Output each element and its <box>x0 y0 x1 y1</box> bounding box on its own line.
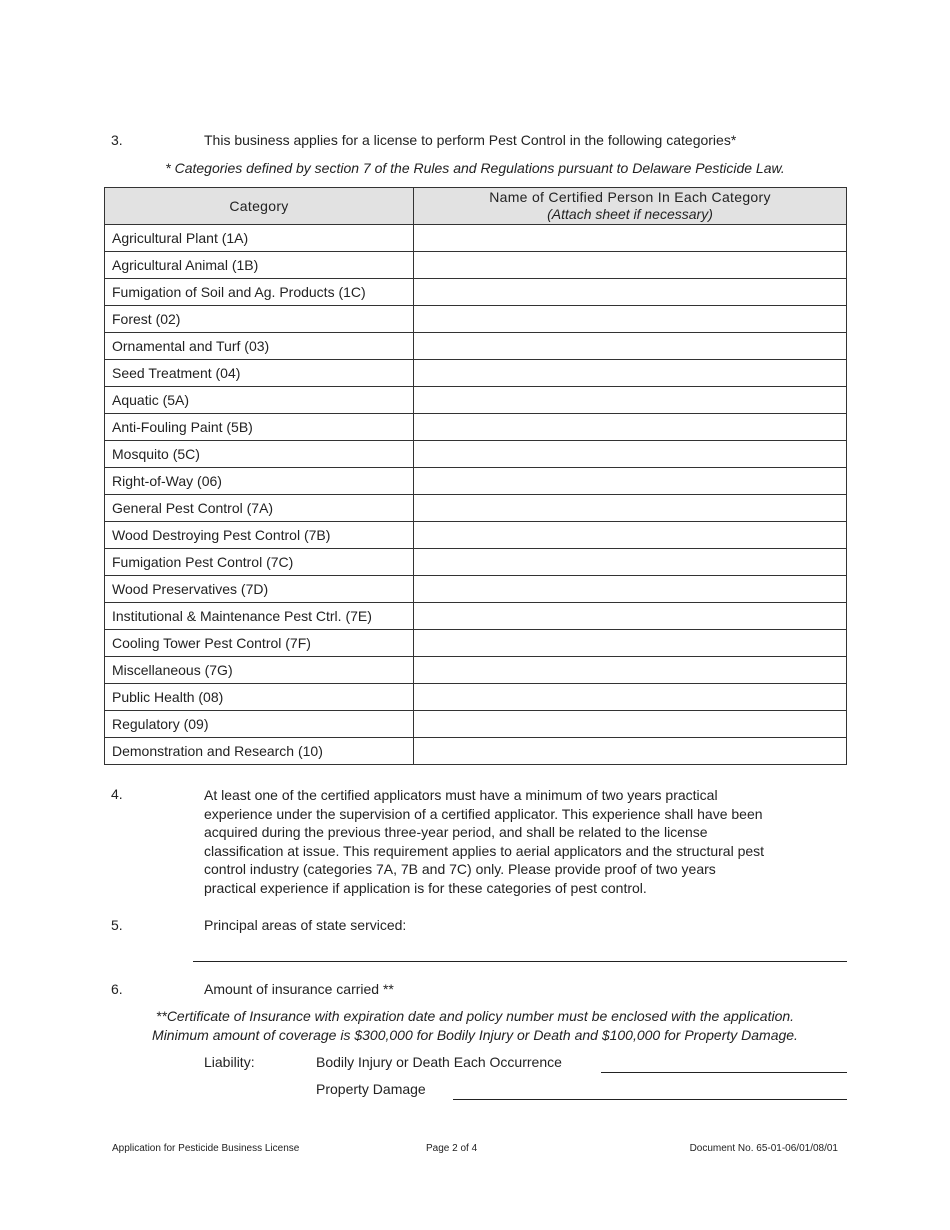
footer-title: Application for Pesticide Business License <box>112 1143 300 1154</box>
certified-person-cell[interactable] <box>414 603 847 630</box>
section-6-label: Amount of insurance carried ** <box>204 981 394 997</box>
table-row <box>105 387 847 414</box>
principal-areas-field[interactable] <box>193 961 847 962</box>
table-row <box>105 360 847 387</box>
table-row <box>105 333 847 360</box>
certified-person-cell[interactable] <box>414 441 847 468</box>
bodily-injury-label: Bodily Injury or Death Each Occurrence <box>316 1054 562 1070</box>
liability-label: Liability: <box>204 1054 255 1070</box>
category-cell: Public Health (08) <box>105 684 414 711</box>
category-cell: Demonstration and Research (10) <box>105 738 414 765</box>
category-cell: Anti-Fouling Paint (5B) <box>105 414 414 441</box>
certified-person-cell[interactable] <box>414 225 847 252</box>
certified-person-cell[interactable] <box>414 549 847 576</box>
table-row <box>105 522 847 549</box>
certified-person-cell[interactable] <box>414 630 847 657</box>
category-cell: Mosquito (5C) <box>105 441 414 468</box>
table-row <box>105 225 847 252</box>
table-row <box>105 279 847 306</box>
category-cell: General Pest Control (7A) <box>105 495 414 522</box>
section-6-number: 6. <box>111 981 123 997</box>
category-cell: Cooling Tower Pest Control (7F) <box>105 630 414 657</box>
category-cell: Agricultural Plant (1A) <box>105 225 414 252</box>
certified-person-cell[interactable] <box>414 360 847 387</box>
category-cell: Fumigation of Soil and Ag. Products (1C) <box>105 279 414 306</box>
table-row <box>105 549 847 576</box>
table-row <box>105 657 847 684</box>
table-row <box>105 603 847 630</box>
insurance-note-1: **Certificate of Insurance with expiration date and policy number must be enclosed with the application. <box>155 1008 795 1024</box>
category-cell: Wood Destroying Pest Control (7B) <box>105 522 414 549</box>
footer-document-number: Document No. 65-01-06/01/08/01 <box>689 1143 838 1154</box>
paragraph-line: At least one of the certified applicators must have a minimum of two years practical <box>204 787 718 803</box>
header-category: Category <box>105 188 414 225</box>
category-cell: Seed Treatment (04) <box>105 360 414 387</box>
section-3-text: This business applies for a license to perform Pest Control in the following categories* <box>204 132 737 148</box>
category-cell: Fumigation Pest Control (7C) <box>105 549 414 576</box>
certified-person-cell[interactable] <box>414 279 847 306</box>
table-row <box>105 306 847 333</box>
category-cell: Wood Preservatives (7D) <box>105 576 414 603</box>
certified-person-cell[interactable] <box>414 414 847 441</box>
header-name-sublabel: (Attach sheet if necessary) <box>547 206 713 222</box>
table-row <box>105 630 847 657</box>
header-name-label: Name of Certified Person In Each Category <box>489 189 771 205</box>
certified-person-cell[interactable] <box>414 468 847 495</box>
section-4-paragraph <box>204 786 764 898</box>
table-row <box>105 441 847 468</box>
section-4-number: 4. <box>111 786 123 802</box>
section-3-note: * Categories defined by section 7 of the Rules and Regulations pursuant to Delaware Pesticide Law. <box>165 160 785 176</box>
bodily-injury-field[interactable] <box>601 1072 847 1073</box>
certified-person-cell[interactable] <box>414 738 847 765</box>
certified-person-cell[interactable] <box>414 576 847 603</box>
category-cell: Ornamental and Turf (03) <box>105 333 414 360</box>
property-damage-label: Property Damage <box>316 1081 426 1097</box>
insurance-note-2: Minimum amount of coverage is $300,000 for Bodily Injury or Death and $100,000 for Property Damage. <box>152 1027 798 1043</box>
certified-person-cell[interactable] <box>414 657 847 684</box>
category-cell: Institutional & Maintenance Pest Ctrl. (7E) <box>105 603 414 630</box>
category-cell: Forest (02) <box>105 306 414 333</box>
paragraph-line: experience under the supervision of a certified applicator. This experience shall have been <box>204 805 763 822</box>
table-row <box>105 576 847 603</box>
table-row <box>105 468 847 495</box>
certified-person-cell[interactable] <box>414 711 847 738</box>
certified-person-cell[interactable] <box>414 495 847 522</box>
categories-table <box>104 187 847 765</box>
certified-person-cell[interactable] <box>414 333 847 360</box>
category-cell: Aquatic (5A) <box>105 387 414 414</box>
header-certified-person <box>414 188 847 225</box>
category-cell: Agricultural Animal (1B) <box>105 252 414 279</box>
table-row <box>105 252 847 279</box>
section-3-number: 3. <box>111 132 123 148</box>
category-cell: Right-of-Way (06) <box>105 468 414 495</box>
paragraph-line: classification at issue. This requirement applies to aerial applicators and the structural pest <box>204 842 765 859</box>
table-header-row <box>105 188 847 225</box>
certified-person-cell[interactable] <box>414 252 847 279</box>
certified-person-cell[interactable] <box>414 684 847 711</box>
certified-person-cell[interactable] <box>414 387 847 414</box>
certified-person-cell[interactable] <box>414 306 847 333</box>
table-row <box>105 711 847 738</box>
paragraph-line: control industry (categories 7A, 7B and 7C) only. Please provide proof of two years <box>204 861 716 878</box>
category-cell: Miscellaneous (7G) <box>105 657 414 684</box>
footer-page-number: Page 2 of 4 <box>426 1143 478 1154</box>
category-cell: Regulatory (09) <box>105 711 414 738</box>
paragraph-line: acquired during the previous three-year period, and shall be related to the license <box>204 824 708 841</box>
paragraph-line: practical experience if application is for these categories of pest control. <box>204 879 647 896</box>
table-row <box>105 414 847 441</box>
property-damage-field[interactable] <box>453 1099 847 1100</box>
table-row <box>105 495 847 522</box>
table-row <box>105 684 847 711</box>
table-row <box>105 738 847 765</box>
certified-person-cell[interactable] <box>414 522 847 549</box>
section-5-number: 5. <box>111 917 123 933</box>
section-5-label: Principal areas of state serviced: <box>204 917 407 933</box>
